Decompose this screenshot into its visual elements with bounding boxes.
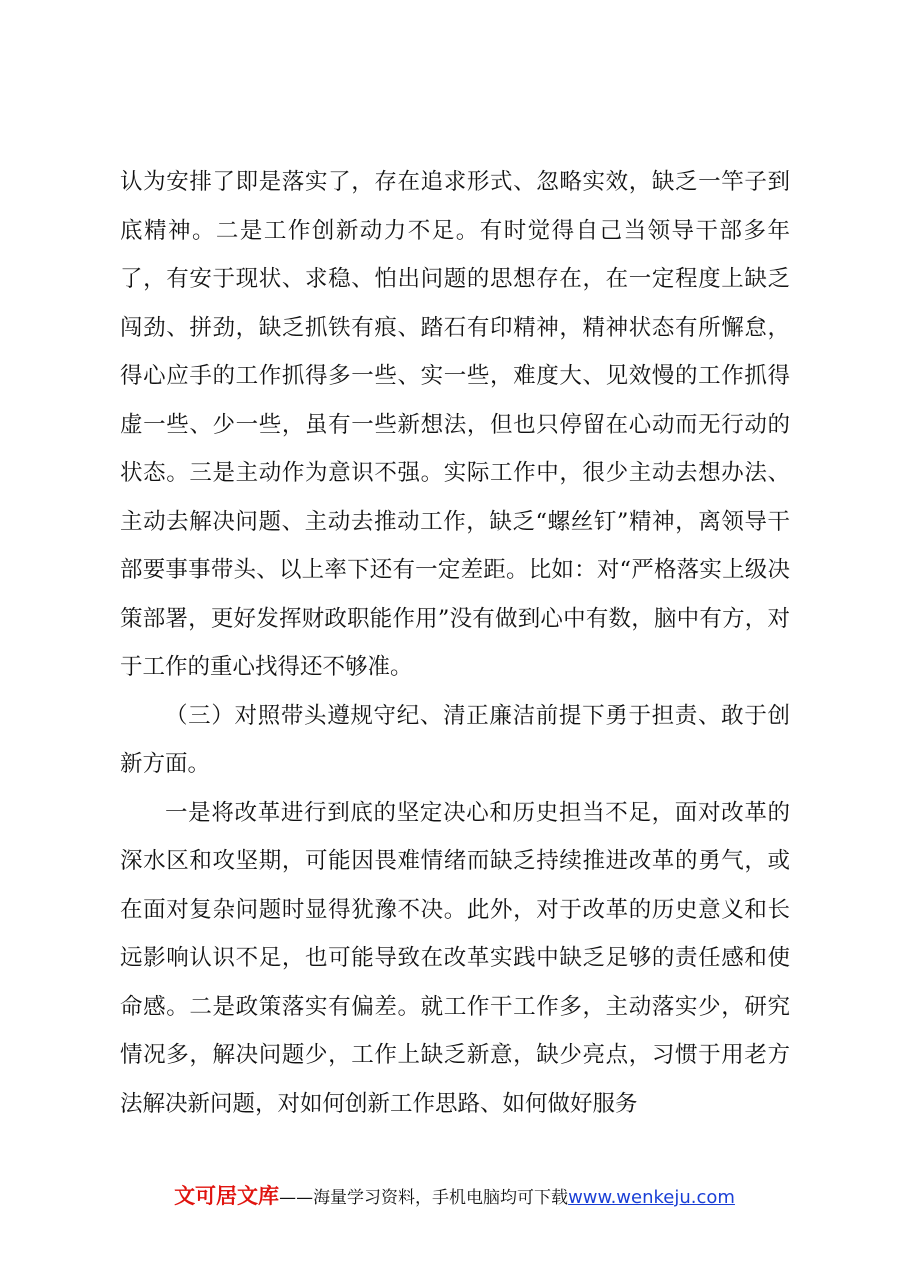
document-body	[120, 158, 790, 1128]
paragraph-continuation: 认为安排了即是落实了，存在追求形式、忽略实效，缺乏一竿子到底精神。二是工作创新动力不足。有时觉得自己当领导干部多年了，有安于现状、求稳、怕出问题的思想存在，在一定程度上缺乏闯劲、拼劲，缺乏抓铁有痕、踏石有印精神，精神状态有所懈怠，得心应手的工作抓得多一些、实一些，难度大、见效慢的工作抓得虚一些、少一些，虽有一些新想法，但也只停留在心动而无行动的状态。三是主动作为意识不强。实际工作中，很少主动去想办法、主动去解决问题、主动去推动工作，缺乏“螺丝钉”精神，离领导干部要事事带头、以上率下还有一定差距。比如：对“严格落实上级决策部署，更好发挥财政职能作用”没有做到心中有数，脑中有方，对于工作的重心找得还不够准。	[120, 169, 790, 680]
footer-link[interactable]: www.wenkeju.com	[568, 1187, 735, 1208]
footer-banner	[0, 1181, 909, 1213]
footer-brand: 文可居文库	[174, 1184, 280, 1208]
footer-tagline: ——海量学习资料，手机电脑均可下载	[279, 1188, 569, 1208]
paragraph-section-body: 一是将改革进行到底的坚定决心和历史担当不足，面对改革的深水区和攻坚期，可能因畏难情绪而缺乏持续推进改革的勇气，或在面对复杂问题时显得犹豫不决。此外，对于改革的历史意义和长远影响认识不足，也可能导致在改革实践中缺乏足够的责任感和使命感。二是政策落实有偏差。就工作干工作多，主动落实少，研究情况多，解决问题少，工作上缺乏新意，缺少亮点，习惯于用老方法解决新问题，对如何创新工作思路、如何做好服务	[120, 799, 790, 1117]
section-heading: （三）对照带头遵规守纪、清正廉洁前提下勇于担责、敢于创新方面。	[120, 702, 790, 777]
